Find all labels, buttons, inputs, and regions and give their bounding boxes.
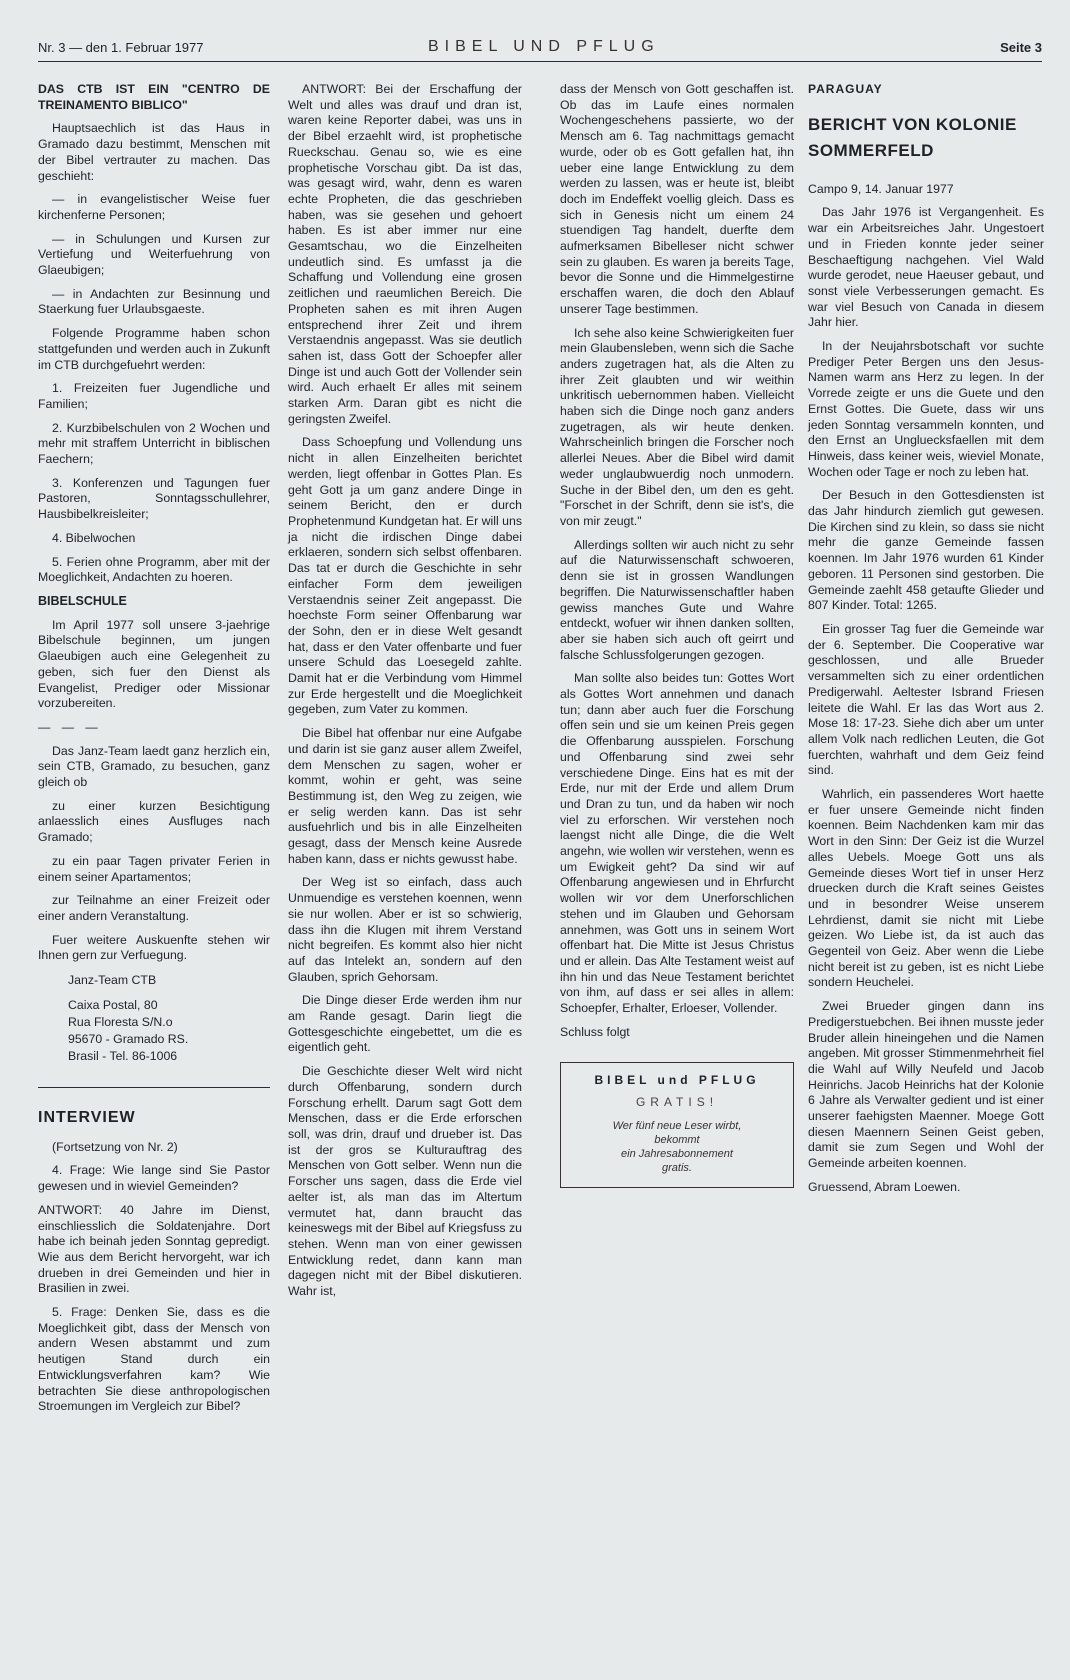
paragraph: Ein grosser Tag fuer die Gemeinde war der 6. September. Die Cooperative war geschlossen, und alle Brueder versammelten sich zu einer ordentlichen Predigerwahl. Aeltester Isbrand Friesen leitete die Wahl. Er las das Wort aus 2. Mose 18: 17-23. Siehe dich aber um unter allem Volk nach redlichen Leuten, die Got fuerchten, wahrhaft und dem Geiz feind sind. — [808, 621, 1044, 778]
paragraph: dass der Mensch von Gott geschaffen ist. Ob das im Laufe eines normalen Wochengeschehens passierte, wo der Mensch am 6. Tag nachmittags gemacht wurde, oder ob es Gott gefallen hat, ihn ueber eine lange Entwicklung zu dem werden zu lassen, was er heute ist, bleibt doch im Endeffekt voellig gleich. Dass es sich in Genesis nicht um einem 24 stuendigen Tag handelt, duerfte dem aufmerksamen Bibelleser nicht schwer sein zu glauben. Es waren ja bereits Tage, bevor die Sonne und die Himmelgestirne erschaffen waren, die doch den Ablauf unserer Tage bestimmen. — [560, 82, 794, 316]
paragraph: Das Janz-Team laedt ganz herzlich ein, sein CTB, Gramado, zu besuchen, ganz gleich ob — [38, 743, 270, 790]
list-item: 4. Bibelwochen — [52, 530, 136, 545]
box-title: BIBEL und PFLUG — [594, 1073, 760, 1088]
list-item: 1. Freizeiten fuer Jugendliche und Familien; — [38, 381, 270, 411]
box-gratis: GRATIS! — [635, 1095, 719, 1110]
subheading-bibelschule: BIBELSCHULE — [38, 593, 127, 608]
column-2 — [288, 82, 522, 1308]
subscription-box — [560, 1062, 794, 1187]
box-line: ein Jahresabonnement — [621, 1147, 733, 1160]
contact-address — [68, 972, 270, 1065]
paragraph: — in Schulungen und Kursen zur Vertiefung und Weiterfuehrung von Glaeubigen; — [38, 231, 270, 278]
box-line: bekommt — [654, 1133, 700, 1146]
paragraph: Die Dinge dieser Erde werden ihm nur am Rande gesagt. Darin liegt die Gottesgeschichte eingebettet, um die es eigentlich geht. — [288, 993, 522, 1055]
dateline: Campo 9, 14. Januar 1977 — [808, 181, 954, 196]
address-line: Rua Floresta S/N.o — [68, 1015, 173, 1030]
address-name: Janz-Team CTB — [68, 973, 157, 988]
paragraph: Zwei Brueder gingen dann ins Predigerstuebchen. Bei ihnen musste jeder Bruder allein hineingehen und die Namen angeben. Mit grosser Stimmenmehrheit fiel die Wahl auf Willy Neufeld und Jacob Heinrichs. Jacob Heinrichs hat der Kolonie 6 Jahre als Verwalter gedient und ist einer unserer faehigsten Maenner. Moege Gott diesen Maennern Seinen Geist geben, damit sie zum Segen und Wohl der Gemeinde arbeiten koennen. — [808, 999, 1044, 1171]
page-number: Seite 3 — [1000, 40, 1042, 55]
paragraph: zu einer kurzen Besichtigung anlaesslich eines Ausfluges nach Gramado; — [38, 798, 270, 845]
issue-date: Nr. 3 — den 1. Februar 1977 — [38, 40, 204, 55]
paragraph: Folgende Programme haben schon stattgefunden und werden auch in Zukunft im CTB durchgefuehrt werden: — [38, 326, 270, 372]
continuation-note: (Fortsetzung von Nr. 2) — [52, 1139, 178, 1154]
question: 4. Frage: Wie lange sind Sie Pastor gewesen und in wieviel Gemeinden? — [38, 1163, 270, 1194]
paragraph: Die Geschichte dieser Welt wird nicht durch Offenbarung, sondern durch Forschung erhellt. Darum sagt Gott dem Menschen, dass er die Erde erforschen soll, was drin, drauf und drueber ist. Das ist der gros se Kulturauftrag des Menschen von Gott selber. Wenn nun die Forscher uns sagen, dass die Erde viel aelter ist, als man das im Altertum vermutet hat, dann braucht das keineswegs mit der Bibel auf Kriegsfuss zu stehen. Wenn man von einer gewissen Entwicklung redet, dann kann man dagegen nicht mit der Bibel diskutieren. Wahr ist, — [288, 1064, 522, 1299]
paragraph: Im April 1977 soll unsere 3-jaehrige Bibelschule beginnen, um jungen Glaeubigen auch eine Gelegenheit zu geben, sich fuer den Dienst als Evangelist, Prediger oder Missionar vorzubereiten. — [38, 617, 270, 711]
column-1 — [38, 82, 270, 1423]
separator-dashes: — — — — [38, 719, 102, 734]
paragraph: Fuer weitere Auskuenfte stehen wir Ihnen gern zur Verfuegung. — [38, 932, 270, 963]
paragraph: Ich sehe also keine Schwierigkeiten fuer mein Glaubensleben, wenn sich die Sache anders zugetragen hat, als die Alten zu ihrer Zeit glaubten und wir weithin unkritisch uebernommen haben. Vielleicht haben sich die Dinge noch ganz anders zugetragen, als wir heute denken. Wahrscheinlich bringen die Forscher noch allerlei Neues. Aber die Bibel wird damit weder unglaubwuerdig noch unmodern. Suche in der Bibel den, um den es geht. "Forschet in der Schrift, denn sie ist's, die von mir zeugt." — [560, 325, 794, 528]
paragraph: Der Weg ist so einfach, dass auch Unmuendige es verstehen koennen, wenn sie nur wollen. Aber er ist so schwierig, dass ihn die Klugen mit ihrem Verstand nicht begreifen. Es kommt also hier nicht auf das Intelekt an, sondern auf den Glauben, sprich Gehorsam. — [288, 875, 522, 984]
paragraph: Die Bibel hat offenbar nur eine Aufgabe und darin ist sie ganz auser allem Zweifel, dem Menschen zu sagen, woher er kommt, wohin er geht, was seine Bestimmung ist, den Weg zu zeigen, wie er selig werden kann. Das ist sehr ausfuehrlich und bis in alle Einzelheiten gesagt, dass der Mensch keine Ausrede haben kann, dass er nichts gewusst habe. — [288, 726, 522, 866]
question: 5. Frage: Denken Sie, dass es die Moeglichkeit gibt, dass der Mensch von andern Wesen abstammt und zum heutigen Stand durch ein Entwicklungsverfahren kam? Wie betrachten Sie diese anthropologischen Stroemungen im Vergleich zur Bibel? — [38, 1305, 270, 1414]
paragraph: Man sollte also beides tun: Gottes Wort als Gottes Wort annehmen und danach tun; dann aber auch fuer die Forschung offen sein und sie um keinen Preis gegen die Offenbarung ausspielen. Forschung und Offenbarung sind zwei sehr verschiedene Dinge. Eins hat es mit der Erde, nur mit der Erde und allem Drum und Dran zu tun, und da haben wir noch viel zu erforschen. Wir verstehen noch laengst nicht alle Dinge, die die Welt angehn, wie wollen wir verstehen, wenn es um Ewigkeit geht? Da sind wir auf Offenbarung angewiesen und in Ehrfurcht wollen wir vor dem Unerforschlichen stehen und im Glauben und Gehorsam annehmen, was Gott uns in seinem Wort offenbart hat. Die Mitte ist Jesus Christus und er allein. Das Alte Testament weist auf ihn hin und das Neue Testament berichtet von ihm, auf dass er sei alles in allem: Schoepfer, Erhalter, Erloeser, Vollender. — [560, 671, 794, 1016]
paragraph: Der Besuch in den Gottesdiensten ist das Jahr hindurch ziemlich gut gewesen. Die Kirchen sind zu klein, so dass sie nicht mehr die ganze Gemeinde fassen koennen. Im Jahr 1976 wurden 61 Kinder geboren. 11 Personen sind gestorben. Die Gemeinde zaehlt 458 getaufte Glieder und 807 Kinder. Total: 1265. — [808, 488, 1044, 613]
paragraph: Hauptsaechlich ist das Haus in Gramado dazu bestimmt, Menschen mit der Bibel vertrauter zu machen. Das geschieht: — [38, 121, 270, 183]
paragraph: Dass Schoepfung und Vollendung uns nicht in allen Einzelheiten berichtet werden, liegt offenbar in Gottes Plan. Es geht Gott ja um ganz andere Dinge in seinem Bericht, den er durch Prophetenmund Kundgetan hat. Er will uns ja nicht die irdischen Dinge dabei erklaeren, sondern sich selbst offenbaren. Das tat er durch die Geschichte in sehr einfacher Form dem jeweiligen Verstaendnis seiner Zeit angepasst. Die hoechste Form seiner Offenbarung war der Sohn, den er in diese Welt gesandt hat, dass er den Vater offenbarte und fuer unsere Schuld das Loesegeld zahlte. Damit hat er die Verbindung vom Himmel zur Erde hergestellt und die Moeglichkeit gegeben, zum Vater zu kommen. — [288, 435, 522, 717]
article-title-ctb: DAS CTB IST EIN "CENTRO DE TREINAMENTO BIBLICO" — [38, 82, 270, 112]
paragraph: — in evangelistischer Weise fuer kirchenferne Personen; — [38, 192, 270, 222]
paragraph: zur Teilnahme an einer Freizeit oder einer andern Veranstaltung. — [38, 893, 270, 923]
interview-heading: INTERVIEW — [38, 1109, 136, 1127]
list-item: 5. Ferien ohne Programm, aber mit der Moeglichkeit, Andachten zu hoeren. — [38, 554, 270, 585]
paragraph: ANTWORT: Bei der Erschaffung der Welt und alles was drauf und dran ist, waren keine Reporter dabei, was uns in der Bibel erzaehlt wird, ist prophetische Rueckschau. Genau so, wie es eine prophetische Vorschau gibt. Da ist das, was gesagt wird, wahr, denn es waren echte Propheten, die das geschrieben haben, was sie gesehen und gehoert haben. Es ist aber immer nur eine Gesamtschau, wo die Einzelheiten undeutlich sind. Es umfasst ja die Schaffung und Vollendung eine grosen zeitlichen und raeumlichen Bereich. Die Propheten sahen es mit ihren Augen entsprechend ihrer Zeit und ihrem Verstaendnis angepasst. Was sie deutlich sahen ist, dass Gott der Schoepfer aller Dinge ist und auch Gott der Vollender sein wird. Auch erhaelt Er alles mit seinem starken Arm. Daran gibt es nicht die geringsten Zweifel. — [288, 82, 522, 426]
paragraph: Das Jahr 1976 ist Vergangenheit. Es war ein Arbeitsreiches Jahr. Ungestoert und in Frieden konnte jeder seiner Beschaeftigung nachgehen. Viel Wald wurde gerodet, neue Haeuser gebaut, und sonst viele Verbesserungen gemacht. Es war viel Besuch von Canada in diesem Jahr hier. — [808, 205, 1044, 330]
address-line: Caixa Postal, 80 — [68, 998, 158, 1013]
column-4 — [808, 82, 1044, 1204]
address-line: Brasil - Tel. 86-1006 — [68, 1049, 178, 1064]
article-title-sommerfeld: BERICHT VON KOLONIE SOMMERFELD — [808, 114, 1017, 160]
address-line: 95670 - Gramado RS. — [68, 1032, 189, 1047]
list-item: 2. Kurzbibelschulen von 2 Wochen und mehr mit straffem Unterricht in biblischen Faechern; — [38, 420, 270, 467]
country-heading: PARAGUAY — [808, 82, 883, 96]
paragraph: Wahrlich, ein passenderes Wort haette er fuer unsere Gemeinde nicht finden koennen. Beim Nachdenken kam mir das Wort in den Sinn: Der Geiz ist die Wurzel alles Uebels. Moege Gott uns als Gemeinde dieses Wort tief in unser Herz druecken durch die Kraft seines Geistes und in besondrer Weise unserem Lehrdienst, damit sie nicht mit Liebe geizen. Wo Liebe ist, da ist auch das Gegenteil von Geiz. Aber wenn die Liebe nicht bereit ist zu geben, ist es nicht Liebe sondern Heuchelei. — [808, 787, 1044, 990]
section-rule — [38, 1087, 270, 1088]
signature: Gruessend, Abram Loewen. — [808, 1179, 961, 1194]
box-line: Wer fünf neue Leser wirbt, — [612, 1119, 742, 1132]
answer: ANTWORT: 40 Jahre im Dienst, einschliesslich die Soldatenjahre. Dort habe ich beinah jeden Sonntag gepredigt. Wie aus dem Bericht hervorgeht, war ich drueben in drei Gemeinden und hier in Brasilien in zwei. — [38, 1202, 270, 1296]
paragraph: — in Andachten zur Besinnung und Staerkung fuer Urlaubsgaeste. — [38, 286, 270, 317]
continued-note: Schluss folgt — [560, 1024, 630, 1039]
paragraph: In der Neujahrsbotschaft vor suchte Prediger Peter Bergen uns den Jesus-Namen warm ans Herz zu legen. In der Vorrede zeigte er uns die Guete und den Ernst Gottes. Die Guete, dass wir uns jeden Sonntag versammeln konnten, und den Ernst an Ungluecksfaellen mit dem Hinweis, dass keiner weis, wieviel Monate, Wochen oder Tage er noch zu leben hat. — [808, 339, 1044, 479]
box-line: gratis. — [662, 1161, 692, 1174]
column-3 — [560, 82, 794, 1188]
paragraph: zu ein paar Tagen privater Ferien in einem seiner Apartamentos; — [38, 853, 270, 884]
paragraph: Allerdings sollten wir auch nicht zu sehr auf die Naturwissenschaft schwoeren, denn sie ist in grossen Wandlungen begriffen. Die Naturwissenschaftler haben gewiss manches Gute und Wahre entdeckt, wofuer wir ihnen danken sollten, aber sie haben sich auch oft geirrt und falsche Schlussfolgerungen gezogen. — [560, 537, 794, 662]
list-item: 3. Konferenzen und Tagungen fuer Pastoren, Sonntagsschullehrer, Hausbibelkreisleiter; — [38, 475, 270, 522]
header-rule — [38, 61, 1042, 62]
masthead-title: BIBEL UND PFLUG — [428, 38, 660, 55]
